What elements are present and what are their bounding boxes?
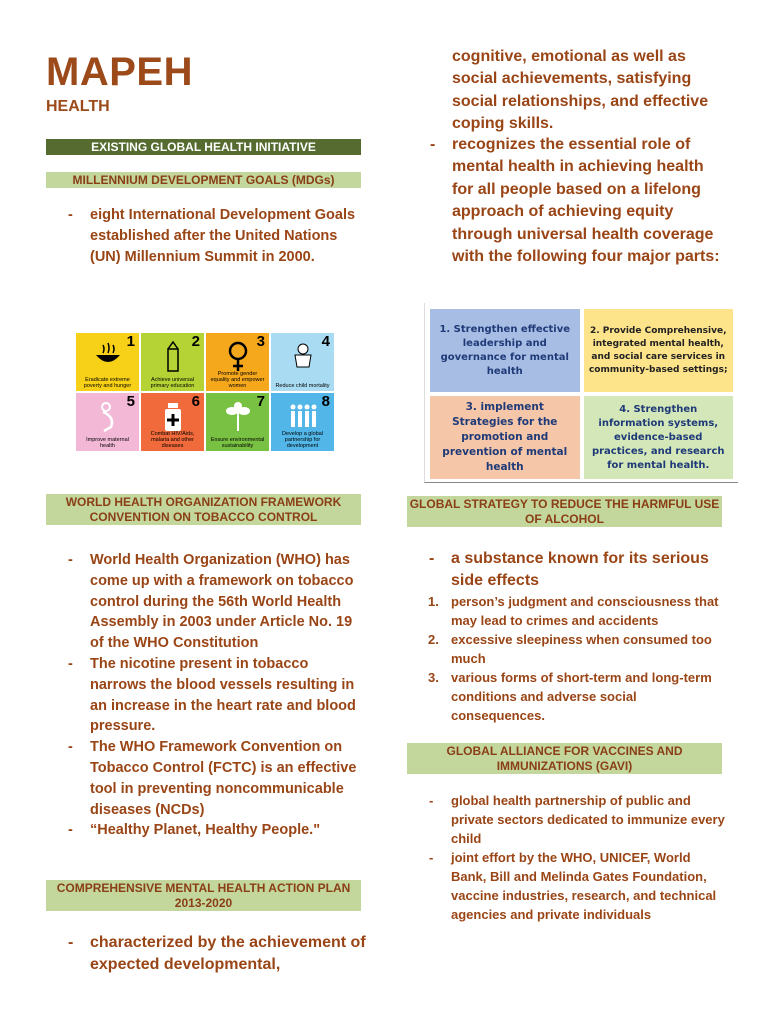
strategy-grid <box>430 309 733 479</box>
mdg-label: Combat HIV/Aids, malaria and other diseases <box>150 431 195 449</box>
list-text: various forms of short-term and long-term conditions and adverse social consequences. <box>451 670 712 723</box>
alcohol-intro <box>407 548 727 593</box>
people-group-icon <box>287 401 319 431</box>
list-item: - global health partnership of public and private sectors dedicated to immunize every child <box>407 791 727 848</box>
strategy-text: 4. Strengthen information systems, evidence-based practices, and research for mental health. <box>591 403 725 471</box>
list-item: - eight International Development Goals established after the United Nations (UN) Millennium Summit in 2000. <box>46 205 356 267</box>
mdg-label: Promote gender equality and empower women <box>210 371 265 389</box>
mental-list-cont <box>408 134 728 268</box>
list-item: - joint effort by the WHO, UNICEF, World Bank, Bill and Melinda Gates Foundation, vaccine industries, research, and technical agencies and private individuals <box>407 848 727 924</box>
mdg-number: 4 <box>321 333 330 350</box>
mdg-number: 5 <box>126 393 135 410</box>
list-item: - recognizes the essential role of mental health in achieving health for all people based on a lifelong approach of achieving equity through universal health coverage with the following four major parts: <box>408 134 728 268</box>
mental-list-start <box>46 932 366 977</box>
list-number: 1. <box>428 594 439 609</box>
who-header: WORLD HEALTH ORGANIZATION FRAMEWORK CONVENTION ON TOBACCO CONTROL <box>46 494 361 525</box>
list-number: 2. <box>428 632 439 647</box>
mdg-number: 8 <box>321 393 330 410</box>
list-number: 3. <box>428 670 439 685</box>
list-text: excessive sleepiness when consumed too much <box>451 632 712 666</box>
strategy-text: 2. Provide Comprehensive, integrated mental health, and social care services in community-based settings; <box>588 325 728 375</box>
mdg-label: Develop a global partnership for development <box>282 431 323 449</box>
list-item <box>407 592 727 630</box>
list-item <box>407 668 727 725</box>
alcohol-header: GLOBAL STRATEGY TO REDUCE THE HARMFUL USE OF ALCOHOL <box>407 496 722 527</box>
plant-icon <box>224 401 252 433</box>
list-item: - characterized by the achievement of expected developmental, <box>46 932 366 977</box>
mdg-header: MILLENNIUM DEVELOPMENT GOALS (MDGs) <box>46 172 361 188</box>
strategy-cell-2 <box>584 309 734 392</box>
mdg-list <box>46 205 356 267</box>
alcohol-effects-list <box>407 592 727 725</box>
mdg-number: 7 <box>256 393 265 410</box>
who-list <box>46 550 366 841</box>
mental-text-continued: cognitive, emotional as well as social achievements, satisfying social relationships, and effective coping skills. <box>452 48 709 133</box>
mdg-goal-2 <box>141 333 204 391</box>
strategy-cell-4 <box>584 396 734 479</box>
strategy-cell-3 <box>430 396 580 479</box>
page-subtitle: HEALTH <box>46 98 110 115</box>
mdg-label: Ensure environmental sustainability <box>210 437 265 449</box>
list-text: person’s judgment and consciousness that may lead to crimes and accidents <box>451 594 719 628</box>
list-item: - “Healthy Planet, Healthy People." <box>46 820 366 841</box>
mdg-goal-8 <box>271 393 334 451</box>
mdg-goal-5 <box>76 393 139 451</box>
pregnant-woman-icon <box>95 401 121 433</box>
mdg-goals-grid <box>76 333 334 451</box>
gavi-header: GLOBAL ALLIANCE FOR VACCINES AND IMMUNIZATIONS (GAVI) <box>407 743 722 774</box>
medicine-bottle-icon <box>162 401 184 433</box>
list-item: - a substance known for its serious side effects <box>407 548 727 593</box>
mdg-number: 1 <box>126 333 135 350</box>
list-item: - The nicotine present in tobacco narrows the blood vessels resulting in an increase in the heart rate and blood pressure. <box>46 654 366 737</box>
mdg-label: Eradicate extreme poverty and hunger <box>83 377 132 389</box>
mdg-goal-7 <box>206 393 269 451</box>
mdg-goal-1 <box>76 333 139 391</box>
bowl-icon <box>93 341 123 369</box>
mdg-goal-4 <box>271 333 334 391</box>
mdg-goal-3 <box>206 333 269 391</box>
female-symbol-icon <box>227 341 249 373</box>
list-item <box>407 630 727 668</box>
section-header-global-health: EXISTING GLOBAL HEALTH INITIATIVE <box>46 139 361 155</box>
list-item: - The WHO Framework Convention on Tobacco Control (FCTC) is an effective tool in preventing noncommunicable diseases (NCDs) <box>46 737 366 820</box>
child-icon <box>289 341 317 371</box>
mental-health-years: 2013-2020 <box>174 896 233 910</box>
mdg-label: Achieve universal primary education <box>150 377 195 389</box>
mdg-number: 3 <box>256 333 265 350</box>
pencil-icon <box>163 341 183 375</box>
mdg-number: 2 <box>191 333 200 350</box>
strategy-text: 1. Strengthen effective leadership and governance for mental health <box>439 323 571 377</box>
mdg-label: Improve maternal health <box>86 437 129 449</box>
gavi-list <box>407 791 727 924</box>
mdg-label: Reduce child mortality <box>275 383 330 389</box>
list-item: - World Health Organization (WHO) has come up with a framework on tobacco control during the 56th World Health Assembly in 2003 under Article No. 19 of the WHO Constitution <box>46 550 366 654</box>
strategy-figure <box>424 303 738 483</box>
mental-health-header <box>46 880 361 911</box>
strategy-text: 3. implement Strategies for the promotion and prevention of mental health <box>442 401 568 473</box>
page-title: MAPEH <box>46 50 193 94</box>
strategy-cell-1 <box>430 309 580 392</box>
mdg-goal-6 <box>141 393 204 451</box>
mental-health-title: COMPREHENSIVE MENTAL HEALTH ACTION PLAN <box>56 881 351 895</box>
mdg-number: 6 <box>191 393 200 410</box>
